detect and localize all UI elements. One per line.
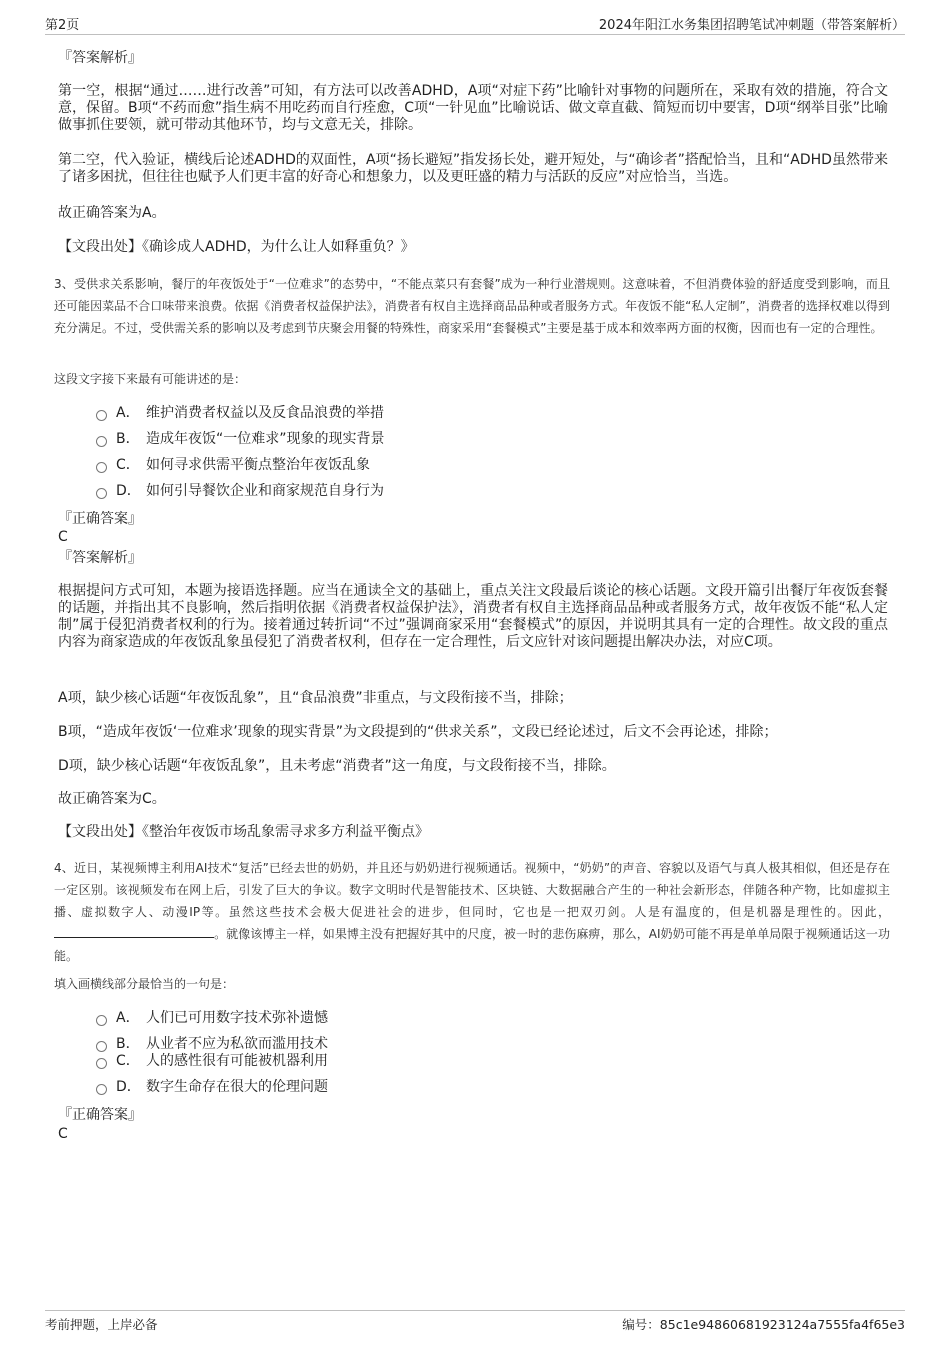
option-b[interactable]: B． 从业者不应为私欲而滥用技术 <box>96 1034 328 1054</box>
radio-icon[interactable] <box>96 410 107 421</box>
option-c[interactable]: C． 如何寻求供需平衡点整治年夜饭乱象 <box>96 455 370 475</box>
document-id: 编号：85c1e94860681923124a7555fa4f65e3 <box>622 1317 905 1332</box>
analysis-paragraph: A项，缺少核心话题“年夜饭乱象”，且“食品浪费”非重点，与文段衔接不当，排除； <box>58 690 573 706</box>
analysis-paragraph: 根据提问方式可知，本题为接语选择题。应当在通读全文的基础上，重点关注文段最后谈论的核心话题。文段开篇引出餐厅年夜饭套餐的话题，并指出其不良影响，然后指明依据《消费者权益保护法》，消费者有权自主选择商品品种或者服务方式，故年夜饭不能“私人定制”属于侵犯消费者权利的行为。接着通过转折词“不过”强调商家采用“套餐模式”的原因，并说明其具有一定的合理性。故文段的重点内容为商家造成的年夜饭乱象虽侵犯了消费者权利，但存在一定合理性，后文应针对该问题提出解决办法，对应C项。 <box>58 583 888 650</box>
page-number: 第2页 <box>45 18 80 33</box>
radio-icon[interactable] <box>96 488 107 499</box>
option-d[interactable]: D． 数字生命存在很大的伦理问题 <box>96 1077 328 1097</box>
page-footer <box>45 1310 905 1332</box>
answer-blank <box>54 925 214 938</box>
answer-conclusion: 故正确答案为C。 <box>58 791 166 807</box>
source-citation: 【文段出处】《确诊成人ADHD，为什么让人如释重负？》 <box>58 239 415 255</box>
radio-icon[interactable] <box>96 1015 107 1026</box>
radio-icon[interactable] <box>96 436 107 447</box>
correct-answer: C <box>58 529 68 545</box>
analysis-paragraph: 第一空，根据“通过……进行改善”可知，有方法可以改善ADHD，A项“对症下药”比喻针对事物的问题所在，采取有效的措施，符合文意，保留。B项“不药而愈”指生病不用吃药而自行痊愈，C项“一针见血”比喻说话、做文章直截、简短而切中要害，D项“纲举目张”比喻做事抓住要领，就可带动其他环节，均与文意无关，排除。 <box>58 83 888 133</box>
page-header <box>45 12 905 35</box>
analysis-label: 『答案解析』 <box>58 50 142 66</box>
question-stem: 4、近日，某视频博主利用AI技术“复活”已经去世的奶奶，并且还与奶奶进行视频通话。视频中，“奶奶”的声音、容貌以及语气与真人极其相似，但还是存在一定区别。该视频发布在网上后，引发了巨大的争议。数字文明时代是智能技术、区块链、大数据融合产生的一种社会新形态，伴随各种产物，比如虚拟主播、虚拟数字人、动漫IP等。虽然这些技术会极大促进社会的进步，但同时，它也是一把双刃剑。人是有温度的，但是机器是理性的。因此，。就像该博主一样，如果博主没有把握好其中的尺度，被一时的悲伤麻痹，那么，AI奶奶可能不再是单单局限于视频通话这一功能。 <box>54 861 890 963</box>
option-b[interactable]: B． 造成年夜饭“一位难求”现象的现实背景 <box>96 429 385 449</box>
option-a[interactable]: A． 维护消费者权益以及反食品浪费的举措 <box>96 403 384 423</box>
radio-icon[interactable] <box>96 1058 107 1069</box>
analysis-paragraph: 第二空，代入验证，横线后论述ADHD的双面性，A项“扬长避短”指发扬长处，避开短处，与“确诊者”搭配恰当，且和“ADHD虽然带来了诸多困扰，但往往也赋予人们更丰富的好奇心和想象力，以及更旺盛的精力与活跃的反应”对应恰当，当选。 <box>58 152 888 185</box>
option-a[interactable]: A． 人们已可用数字技术弥补遗憾 <box>96 1008 328 1028</box>
radio-icon[interactable] <box>96 462 107 473</box>
analysis-paragraph: B项，“造成年夜饭‘一位难求’现象的现实背景”为文段提到的“供求关系”，文段已经论述过，后文不会再论述，排除； <box>58 724 778 740</box>
answer-label: 『正确答案』 <box>58 1107 142 1123</box>
option-c[interactable]: C． 人的感性很有可能被机器利用 <box>96 1051 328 1071</box>
question-prompt: 填入画横线部分最恰当的一句是： <box>54 977 235 991</box>
source-citation: 【文段出处】《整治年夜饭市场乱象需寻求多方利益平衡点》 <box>58 824 429 840</box>
analysis-paragraph: D项，缺少核心话题“年夜饭乱象”，且未考虑“消费者”这一角度，与文段衔接不当，排除。 <box>58 758 616 774</box>
question-stem: 3、受供求关系影响，餐厅的年夜饭处于“一位难求”的态势中，“不能点菜只有套餐”成为一种行业潜规则。这意味着，不但消费体验的舒适度受到影响，而且还可能因菜品不合口味带来浪费。依据《消费者权益保护法》，消费者有权自主选择商品品种或者服务方式。年夜饭不能“私人定制”，消费者的选择权难以得到充分满足。不过，受供需关系的影响以及考虑到节庆聚会用餐的特殊性，商家采用“套餐模式”主要是基于成本和效率两方面的权衡，因而也有一定的合理性。 <box>54 277 890 335</box>
question-prompt: 这段文字接下来最有可能讲述的是： <box>54 372 247 386</box>
document-title: 2024年阳江水务集团招聘笔试冲刺题（带答案解析） <box>598 18 905 33</box>
radio-icon[interactable] <box>96 1084 107 1095</box>
footer-slogan: 考前押题，上岸必备 <box>45 1317 158 1332</box>
answer-conclusion: 故正确答案为A。 <box>58 205 166 221</box>
answer-label: 『正确答案』 <box>58 511 142 527</box>
radio-icon[interactable] <box>96 1041 107 1052</box>
analysis-label: 『答案解析』 <box>58 550 142 566</box>
correct-answer: C <box>58 1126 68 1142</box>
option-d[interactable]: D． 如何引导餐饮企业和商家规范自身行为 <box>96 481 384 501</box>
